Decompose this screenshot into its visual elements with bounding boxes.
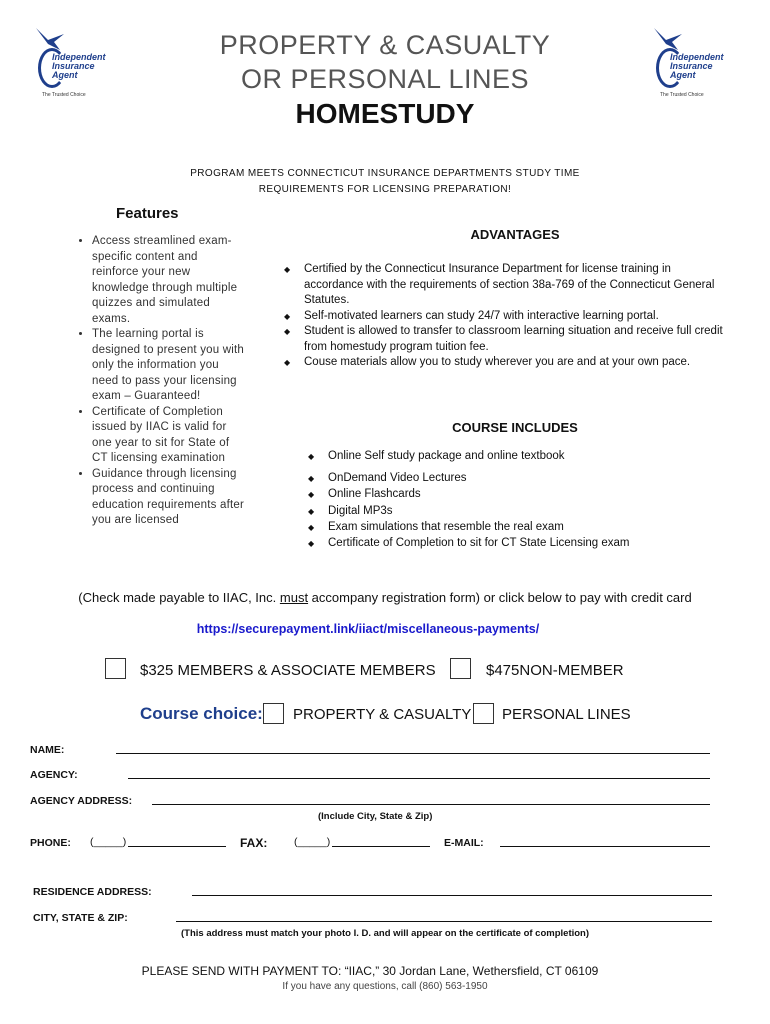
feature-item: • Certificate of Completion issued by IIAC is valid for one year to sit for State of CT licensing examination xyxy=(92,405,246,467)
agency-address-label: AGENCY ADDRESS: xyxy=(30,795,133,807)
property-casualty-checkbox[interactable] xyxy=(263,703,284,724)
phone-prefix: (_____) xyxy=(90,836,127,848)
non-member-price-label: $475NON-MEMBER xyxy=(486,662,624,679)
email-label: E-MAIL: xyxy=(444,837,484,849)
name-label: NAME: xyxy=(30,744,65,756)
feature-item: • Guidance through licensing process and continuing education requirements after you are licensed xyxy=(92,467,246,529)
fax-field[interactable] xyxy=(332,838,430,847)
features-list xyxy=(74,234,246,529)
course-include-item: ◆ Digital MP3s xyxy=(308,504,728,520)
payment-instructions: (Check made payable to IIAC, Inc. must accompany registration form) or click below to pay with credit card xyxy=(78,590,692,605)
members-price-label: $325 MEMBERS & ASSOCIATE MEMBERS xyxy=(140,662,436,679)
subtitle-line-1: PROGRAM MEETS CONNECTICUT INSURANCE DEPARTMENTS STUDY TIME xyxy=(190,168,580,179)
advantages-list xyxy=(284,262,724,371)
title-line-2: OR PERSONAL LINES xyxy=(240,64,530,94)
members-checkbox[interactable] xyxy=(105,658,126,679)
agency-address-note: (Include City, State & Zip) xyxy=(318,811,433,822)
contact-phone: If you have any questions, call (860) 563-1950 xyxy=(282,981,488,992)
fax-prefix: (_____) xyxy=(294,836,331,848)
send-payment-to: PLEASE SEND WITH PAYMENT TO: “IIAC,” 30 Jordan Lane, Wethersfield, CT 06109 xyxy=(141,964,599,978)
agency-address-field[interactable] xyxy=(152,796,710,805)
phone-label: PHONE: xyxy=(30,837,71,849)
feature-item: • The learning portal is designed to present you with only the information you need to pass your licensing exam – Guaranteed! xyxy=(92,327,246,405)
iia-logo-left: Independent Insurance Agent The Trusted Choice xyxy=(30,26,120,98)
fax-label: FAX: xyxy=(240,836,268,850)
residence-address-field[interactable] xyxy=(192,887,712,896)
course-include-item: ◆ Exam simulations that resemble the real exam xyxy=(308,520,728,536)
course-includes-heading: COURSE INCLUDES xyxy=(452,420,578,435)
city-state-zip-label: CITY, STATE & ZIP: xyxy=(33,912,128,924)
email-field[interactable] xyxy=(500,838,710,847)
iia-logo-right: Independent Insurance Agent The Trusted Choice xyxy=(648,26,738,98)
title-line-1: PROPERTY & CASUALTY xyxy=(219,30,551,60)
subtitle-line-2: REQUIREMENTS FOR LICENSING PREPARATION! xyxy=(258,184,512,195)
payment-link[interactable]: https://securepayment.link/iiact/miscellaneous-payments/ xyxy=(196,622,540,636)
personal-lines-checkbox[interactable] xyxy=(473,703,494,724)
phone-field[interactable] xyxy=(128,838,226,847)
city-state-zip-field[interactable] xyxy=(176,913,712,922)
advantage-item: ◆ Self-motivated learners can study 24/7 with interactive learning portal. xyxy=(284,309,724,325)
advantage-item: ◆ Couse materials allow you to study wherever you are and at your own pace. xyxy=(284,355,724,371)
agency-field[interactable] xyxy=(128,770,710,779)
features-heading: Features xyxy=(116,205,179,222)
course-choice-label: Course choice: xyxy=(140,704,263,723)
address-note: (This address must match your photo I. D. and will appear on the certificate of completion) xyxy=(180,928,590,939)
advantages-heading: ADVANTAGES xyxy=(470,227,560,242)
page-title: HOMESTUDY xyxy=(295,98,475,129)
agency-label: AGENCY: xyxy=(30,769,78,781)
feature-item: • Access streamlined exam-specific content and reinforce your new knowledge through multiple quizzes and simulated exams. xyxy=(92,234,246,327)
non-member-checkbox[interactable] xyxy=(450,658,471,679)
course-include-item: ◆ OnDemand Video Lectures xyxy=(308,471,728,487)
personal-lines-label: PERSONAL LINES xyxy=(502,706,631,723)
course-include-item: ◆ Certificate of Completion to sit for CT State Licensing exam xyxy=(308,536,728,552)
course-includes-list xyxy=(308,449,728,551)
residence-address-label: RESIDENCE ADDRESS: xyxy=(33,886,152,898)
property-casualty-label: PROPERTY & CASUALTY xyxy=(293,706,472,723)
course-include-item: ◆ Online Self study package and online textbook xyxy=(308,449,728,465)
course-include-item: ◆ Online Flashcards xyxy=(308,487,728,503)
advantage-item: ◆ Student is allowed to transfer to classroom learning situation and receive full credit from homestudy program tuition fee. xyxy=(284,324,724,355)
advantage-item: ◆ Certified by the Connecticut Insurance Department for license training in accordance with the requirements of section 38a-769 of the Connecticut General Statutes. xyxy=(284,262,724,309)
name-field[interactable] xyxy=(116,745,710,754)
